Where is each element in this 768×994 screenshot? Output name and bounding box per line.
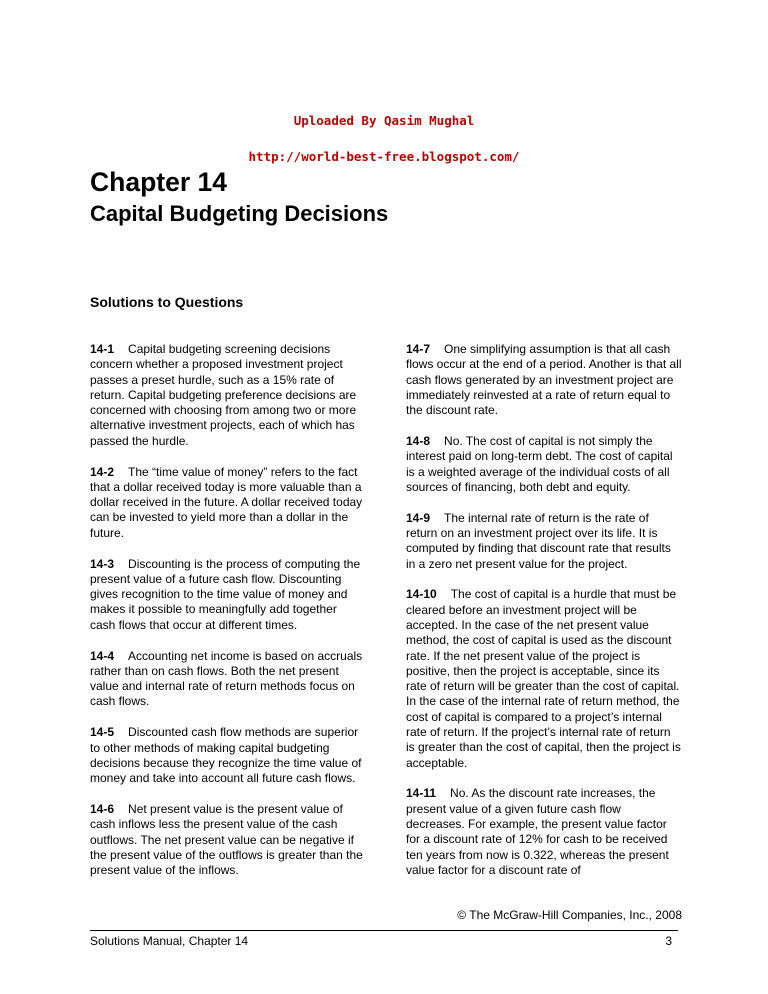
question-answer: Accounting net income is based on accruals rather than on cash flows. Both the net present value and internal rate of return methods focus on cash flows. (90, 648, 363, 709)
question-number: 14-3 (90, 556, 115, 571)
question-answer: Net present value is the present value of cash inflows less the present value of the cash outflows. The net present value can be negative if the present value of the outflows is greater than the present value of the inflows. (90, 801, 363, 878)
question-number: 14-7 (406, 342, 431, 356)
question-number: 14-9 (406, 510, 431, 525)
question-paragraph (406, 786, 682, 878)
copyright-notice: © The McGraw-Hill Companies, Inc., 2008 (457, 908, 682, 922)
chapter-title: Capital Budgeting Decisions (90, 201, 389, 226)
question-paragraph (406, 434, 682, 495)
question-answer: No. As the discount rate increases, the present value of a given future cash flow decreases. For example, the present value factor for a discount rate of 12% for cash to be received ten years from now is 0.322, whereas the present value factor for a discount rate of (406, 786, 669, 877)
question-number: 14-4 (90, 648, 115, 663)
question-answer: Discounted cash flow methods are superior to other methods of making capital budgeting decisions because they recognize the time value of money and take into account all future cash flows. (90, 725, 362, 786)
question-answer: Capital budgeting screening decisions concern whether a proposed investment project passes a preset hurdle, such as a 15% rate of return. Capital budgeting preference decisions are concerned with choosing from among two or more alternative investment projects, each of which has passed the hurdle. (90, 342, 357, 448)
question-answer: The cost of capital is a hurdle that must be cleared before an investment project will be accepted. In the case of the net present value method, the cost of capital is used as the discount rate. If the net present value of the project is positive, then the project is acceptable, since its rate of return will be greater than the cost of capital. In the case of the internal rate of return method, the cost of capital is compared to a project’s internal rate of return. If the project’s internal rate of return is greater than the cost of capital, then the project is acceptable. (406, 587, 681, 770)
question-paragraph (406, 342, 682, 418)
question-number: 14-10 (406, 587, 437, 602)
question-answer: No. The cost of capital is not simply the interest paid on long-term debt. The cost of capital is a weighted average of the individual costs of all sources of financing, both debt and equity. (406, 433, 673, 494)
question-number: 14-6 (90, 801, 115, 816)
question-number: 14-5 (90, 725, 115, 740)
question-answer: The “time value of money” refers to the fact that a dollar received today is more valuable than a dollar received in the future. A dollar received today can be invested to yield more than a dollar in the future. (90, 464, 363, 540)
question-answer: The internal rate of return is the rate of return on an investment project over its life. It is computed by finding that discount rate that results in a zero net present value for the project. (406, 510, 671, 571)
left-column (90, 342, 365, 894)
question-paragraph (90, 465, 365, 541)
question-number: 14-8 (406, 433, 431, 448)
source-url[interactable]: http://world-best-free.blogspot.com/ (248, 149, 520, 164)
question-paragraph (90, 725, 365, 786)
question-number: 14-1 (90, 342, 115, 356)
page-number: 3 (665, 934, 672, 948)
question-paragraph (406, 587, 682, 771)
question-number: 14-11 (406, 786, 437, 801)
question-paragraph (90, 649, 365, 710)
right-column (406, 342, 682, 894)
question-number: 14-2 (90, 464, 115, 479)
uploader-credit: Uploaded By Qasim Mughal (293, 113, 475, 128)
question-answer: Discounting is the process of computing the present value of a future cash flow. Discounting gives recognition to the time value of money and makes it possible to meaningfully add together cash flows that occur at different times. (90, 556, 361, 632)
question-paragraph (90, 557, 365, 633)
footer-title: Solutions Manual, Chapter 14 (90, 934, 249, 948)
footer-divider (90, 930, 678, 931)
question-paragraph (90, 802, 365, 878)
question-answer: One simplifying assumption is that all cash flows occur at the end of a period. Another is that all cash flows generated by an investment project are immediately reinvested at a rate of return equal to the discount rate. (406, 342, 682, 418)
question-paragraph (90, 342, 365, 449)
chapter-number: Chapter 14 (90, 167, 227, 197)
question-paragraph (406, 511, 682, 572)
section-heading: Solutions to Questions (90, 294, 244, 310)
